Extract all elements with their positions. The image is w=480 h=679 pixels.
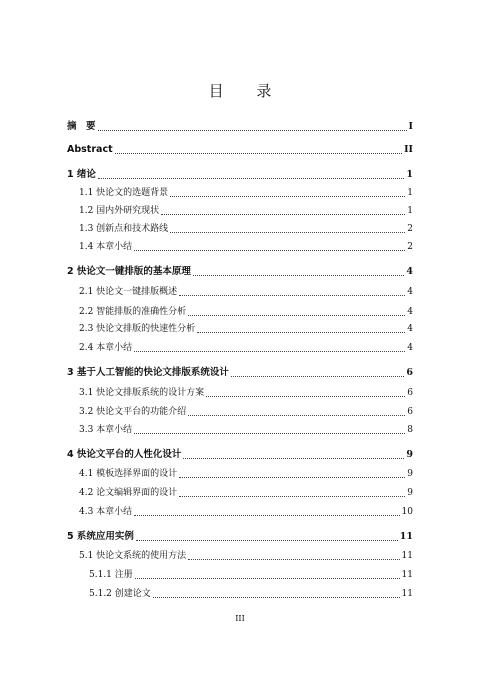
toc-entry[interactable]: [67, 405, 413, 419]
toc-entry-label: 3.3 本章小结: [79, 425, 133, 435]
dot-leader: [98, 130, 407, 131]
dot-leader: [115, 153, 402, 154]
dot-leader: [183, 458, 404, 459]
toc-entry[interactable]: [67, 120, 413, 134]
dot-leader: [134, 351, 405, 352]
toc-entry[interactable]: [67, 322, 413, 336]
toc-entry-page: 6: [407, 407, 413, 417]
toc-entry[interactable]: [67, 486, 413, 500]
toc-entry-label: 1.1 快论文的选题背景: [79, 188, 169, 198]
toc-entry-label: 4.3 本章小结: [79, 507, 133, 517]
toc-entry-page: 11: [401, 570, 413, 580]
dot-leader: [197, 332, 405, 333]
toc-entry-page: 9: [407, 488, 413, 498]
toc-entry-label: 摘 要: [67, 121, 96, 132]
toc-entry-label: 5.1 快论文系统的使用方法: [79, 551, 187, 561]
toc-entry[interactable]: [67, 285, 413, 299]
toc-entry-label: 3.2 快论文平台的功能介绍: [79, 407, 187, 417]
toc-entry-label: 1.2 国内外研究现状: [79, 206, 160, 216]
dot-leader: [98, 178, 404, 179]
dot-leader: [193, 275, 404, 276]
toc-entry-label: 4.2 论文编辑界面的设计: [79, 488, 178, 498]
toc-entry[interactable]: [67, 549, 413, 563]
toc-entry[interactable]: [67, 448, 413, 462]
toc-entry-label: 3.1 快论文排版系统的设计方案: [79, 388, 205, 398]
toc-entry[interactable]: [67, 143, 413, 157]
toc-entry-page: 8: [407, 425, 413, 435]
toc-entry-page: 9: [407, 469, 413, 479]
toc-entry[interactable]: [67, 341, 413, 355]
dot-leader: [188, 559, 399, 560]
toc-entry[interactable]: [67, 168, 413, 182]
dot-leader: [136, 540, 398, 541]
toc-entry-label: 3 基于人工智能的快论文排版系统设计: [67, 367, 229, 378]
toc-entry[interactable]: [67, 467, 413, 481]
toc-entry-label: 2.1 快论文一键排版概述: [79, 287, 178, 297]
toc-entry-page: 11: [401, 551, 413, 561]
toc-entry-page: 11: [399, 531, 413, 542]
dot-leader: [134, 433, 405, 434]
toc-entry-label: 1.4 本章小结: [79, 242, 133, 252]
dot-leader: [135, 578, 400, 579]
toc-entry-page: 6: [406, 367, 413, 378]
toc-entry-page: 1: [407, 188, 413, 198]
dot-leader: [134, 515, 399, 516]
toc-entry-label: 1.3 创新点和技术路线: [79, 224, 169, 234]
toc-entry-page: 4: [407, 343, 413, 353]
toc-entry-page: 11: [401, 589, 413, 599]
page-number: III: [235, 614, 245, 623]
toc-entry-page: 4: [407, 324, 413, 334]
toc-entry-label: 2.3 快论文排版的快速性分析: [79, 324, 196, 334]
toc-entry-page: 1: [407, 206, 413, 216]
toc-entry-page: 4: [407, 307, 413, 317]
toc-entry[interactable]: [67, 386, 413, 400]
toc-entry-page: 2: [407, 242, 413, 252]
dot-leader: [231, 376, 404, 377]
toc-entry-page: 4: [406, 266, 413, 277]
dot-leader: [206, 396, 405, 397]
toc-entry-page: 10: [401, 507, 413, 517]
toc-entry[interactable]: [67, 265, 413, 279]
toc-entry-page: 6: [407, 388, 413, 398]
dot-leader: [188, 415, 405, 416]
dot-leader: [170, 232, 405, 233]
toc-entry-label: 5.1.2 创建论文: [89, 589, 151, 599]
toc-entry-page: 4: [407, 287, 413, 297]
toc-entry-label: 1 绪论: [67, 169, 96, 180]
toc-entry-page: 2: [407, 224, 413, 234]
toc-entry[interactable]: [67, 186, 413, 200]
toc-entry-label: 2 快论文一键排版的基本原理: [67, 266, 191, 277]
toc-entry[interactable]: [67, 530, 413, 544]
toc-entry[interactable]: [67, 366, 413, 380]
toc-entry-label: 4 快论文平台的人性化设计: [67, 449, 182, 460]
page-title: 目 录: [208, 82, 286, 100]
toc-entry[interactable]: [67, 305, 413, 319]
toc-entry-label: 4.1 模板选择界面的设计: [79, 469, 178, 479]
dot-leader: [170, 196, 405, 197]
dot-leader: [134, 250, 405, 251]
dot-leader: [161, 214, 405, 215]
toc-entry[interactable]: [67, 423, 413, 437]
toc-entry[interactable]: [67, 240, 413, 254]
dot-leader: [153, 597, 400, 598]
toc-entry[interactable]: [67, 505, 413, 519]
toc-entry-label: 2.2 智能排版的准确性分析: [79, 307, 187, 317]
toc-entry-label: Abstract: [67, 144, 113, 155]
toc-entry-page: 9: [406, 449, 413, 460]
toc-entry[interactable]: [67, 587, 413, 601]
toc-entry-page: 1: [406, 169, 413, 180]
toc-entry[interactable]: [67, 222, 413, 236]
dot-leader: [179, 295, 405, 296]
dot-leader: [188, 315, 405, 316]
dot-leader: [179, 496, 405, 497]
toc-entry-page: II: [404, 144, 413, 155]
toc-entry-label: 5.1.1 注册: [89, 570, 133, 580]
dot-leader: [179, 477, 405, 478]
toc-entry-label: 5 系统应用实例: [67, 531, 134, 542]
toc-entry[interactable]: [67, 204, 413, 218]
toc-entry-label: 2.4 本章小结: [79, 343, 133, 353]
toc-entry[interactable]: [67, 568, 413, 582]
toc-entry-page: I: [408, 121, 413, 132]
